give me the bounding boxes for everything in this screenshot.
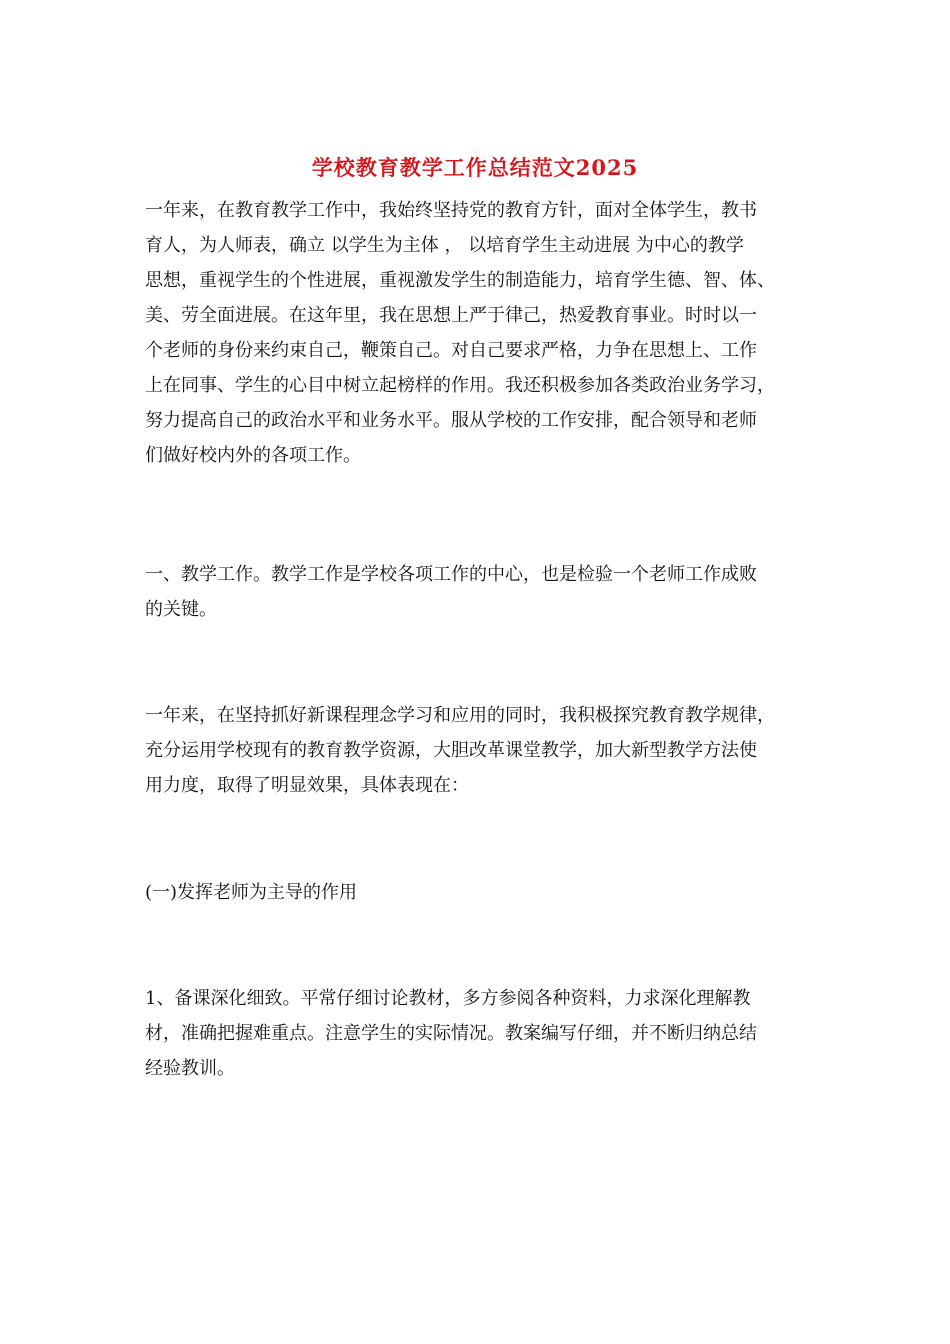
section-body-line: 用力度，取得了明显效果，具体表现在：	[145, 775, 469, 796]
subsection-heading: (一)发挥老师为主导的作用	[145, 882, 358, 903]
section-heading-line: 一、教学工作。教学工作是学校各项工作的中心，也是检验一个老师工作成败	[145, 564, 757, 585]
document-title: 学校教育教学工作总结范文2025	[311, 155, 639, 180]
intro-line: 努力提高自己的政治水平和业务水平。服从学校的工作安排，配合领导和老师	[145, 410, 757, 431]
intro-line: 们做好校内外的各项工作。	[145, 445, 361, 466]
section-body-line: 充分运用学校现有的教育教学资源，大胆改革课堂教学，加大新型教学方法使	[145, 740, 757, 761]
item-line: 经验教训。	[145, 1058, 235, 1079]
intro-line: 思想，重视学生的个性进展，重视激发学生的制造能力，培育学生德、智、体、	[145, 270, 775, 291]
intro-line: 上在同事、学生的心目中树立起榜样的作用。我还积极参加各类政治业务学习，	[145, 375, 775, 396]
section-heading-line: 的关键。	[145, 599, 217, 620]
intro-line: 美、劳全面进展。在这年里，我在思想上严于律己，热爱教育事业。时时以一	[145, 305, 757, 326]
intro-line: 一年来，在教育教学工作中，我始终坚持党的教育方针，面对全体学生，教书	[145, 200, 757, 221]
section-body-line: 一年来，在坚持抓好新课程理念学习和应用的同时，我积极探究教育教学规律，	[145, 705, 775, 726]
intro-line: 个老师的身份来约束自己，鞭策自己。对自己要求严格，力争在思想上、工作	[145, 340, 757, 361]
item-line: 材，准确把握难重点。注意学生的实际情况。教案编写仔细，并不断归纳总结	[145, 1023, 757, 1044]
intro-line: 育人，为人师表，确立 以学生为主体 ， 以培育学生主动进展 为中心的教学	[145, 235, 744, 256]
item-line: 1、备课深化细致。平常仔细讨论教材，多方参阅各种资料，力求深化理解教	[145, 988, 751, 1009]
